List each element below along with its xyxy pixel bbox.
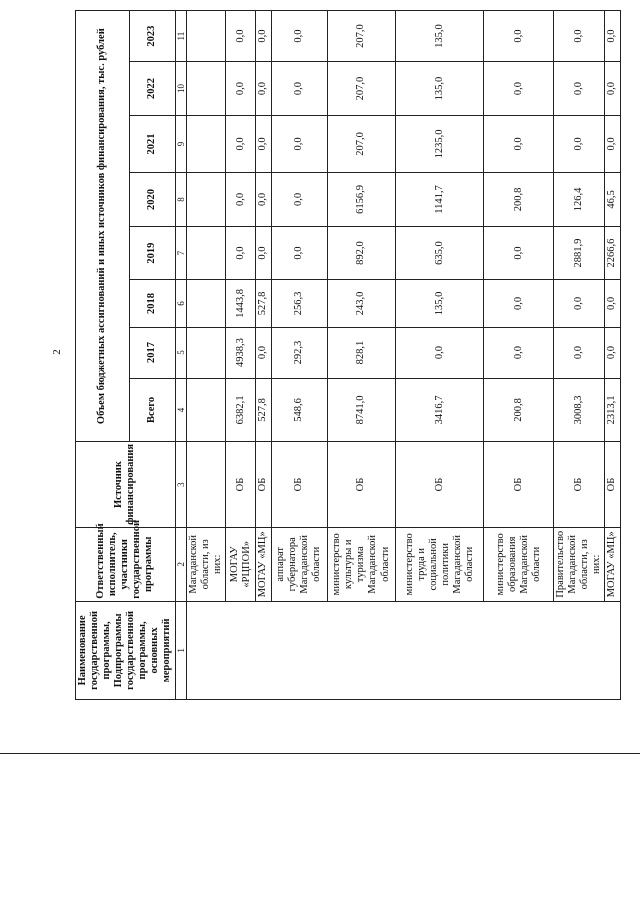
value-cell: 0,0 bbox=[484, 280, 553, 327]
value-cell: 243,0 bbox=[327, 280, 395, 327]
value-cell: 2313,1 bbox=[605, 378, 620, 442]
header-year: 2019 bbox=[129, 226, 175, 280]
value-cell: 0,0 bbox=[484, 226, 553, 280]
header-year: 2023 bbox=[129, 11, 175, 62]
value-cell: 0,0 bbox=[605, 115, 620, 172]
header-total: Всего bbox=[129, 378, 175, 442]
column-number: 3 bbox=[175, 442, 186, 527]
executor-cell: Правительство Магаданской области, из них: bbox=[553, 527, 604, 601]
value-cell: 200,8 bbox=[484, 173, 553, 227]
source-cell bbox=[186, 442, 225, 527]
value-cell: 207,0 bbox=[327, 11, 395, 62]
page-number: 2 bbox=[51, 349, 63, 355]
header-volume: Объем бюджетных ассигнований и иных источников финансирования, тыс. рублей bbox=[76, 11, 130, 442]
table-row bbox=[186, 11, 225, 700]
table-row bbox=[553, 11, 604, 700]
value-cell: 200,8 bbox=[484, 378, 553, 442]
value-cell bbox=[186, 327, 225, 378]
value-cell: 46,5 bbox=[605, 173, 620, 227]
table-row bbox=[256, 11, 271, 700]
value-cell: 0,0 bbox=[226, 62, 256, 116]
value-cell: 0,0 bbox=[553, 11, 604, 62]
source-cell: ОБ bbox=[396, 442, 484, 527]
header-source: Источник финансирования bbox=[76, 442, 176, 527]
value-cell: 0,0 bbox=[605, 280, 620, 327]
source-cell: ОБ bbox=[226, 442, 256, 527]
value-cell bbox=[186, 378, 225, 442]
column-number: 7 bbox=[175, 226, 186, 280]
value-cell: 0,0 bbox=[226, 226, 256, 280]
value-cell: 135,0 bbox=[396, 11, 484, 62]
value-cell: 0,0 bbox=[271, 11, 327, 62]
budget-table bbox=[75, 10, 621, 700]
value-cell: 8741,0 bbox=[327, 378, 395, 442]
source-cell: ОБ bbox=[605, 442, 620, 527]
header-year: 2018 bbox=[129, 280, 175, 327]
table-row bbox=[396, 11, 484, 700]
value-cell bbox=[186, 11, 225, 62]
value-cell: 292,3 bbox=[271, 327, 327, 378]
header-executor: Ответственный исполнитель, участники государственной программы bbox=[76, 527, 176, 601]
table-row bbox=[271, 11, 327, 700]
value-cell: 207,0 bbox=[327, 115, 395, 172]
value-cell: 0,0 bbox=[271, 115, 327, 172]
executor-cell: министерство культуры и туризма Магаданской области bbox=[327, 527, 395, 601]
value-cell: 256,3 bbox=[271, 280, 327, 327]
value-cell: 0,0 bbox=[605, 327, 620, 378]
value-cell bbox=[186, 115, 225, 172]
column-number: 4 bbox=[175, 378, 186, 442]
column-number: 8 bbox=[175, 173, 186, 227]
value-cell: 6156,9 bbox=[327, 173, 395, 227]
program-cell bbox=[186, 601, 620, 699]
header-year: 2021 bbox=[129, 115, 175, 172]
executor-cell: аппарат губернатора Магаданской области bbox=[271, 527, 327, 601]
value-cell: 0,0 bbox=[605, 62, 620, 116]
value-cell: 892,0 bbox=[327, 226, 395, 280]
value-cell: 548,6 bbox=[271, 378, 327, 442]
value-cell: 0,0 bbox=[553, 62, 604, 116]
value-cell: 0,0 bbox=[256, 226, 271, 280]
value-cell: 0,0 bbox=[226, 115, 256, 172]
value-cell: 0,0 bbox=[396, 327, 484, 378]
value-cell: 0,0 bbox=[484, 62, 553, 116]
value-cell: 1443,8 bbox=[226, 280, 256, 327]
value-cell: 0,0 bbox=[226, 11, 256, 62]
value-cell: 828,1 bbox=[327, 327, 395, 378]
value-cell: 527,8 bbox=[256, 280, 271, 327]
column-number: 10 bbox=[175, 62, 186, 116]
column-number: 1 bbox=[175, 601, 186, 699]
column-number: 2 bbox=[175, 527, 186, 601]
value-cell: 0,0 bbox=[484, 11, 553, 62]
value-cell: 0,0 bbox=[553, 115, 604, 172]
value-cell: 635,0 bbox=[396, 226, 484, 280]
value-cell: 135,0 bbox=[396, 62, 484, 116]
value-cell: 0,0 bbox=[226, 173, 256, 227]
value-cell: 207,0 bbox=[327, 62, 395, 116]
source-cell: ОБ bbox=[327, 442, 395, 527]
executor-cell: Магаданской области, из них: bbox=[186, 527, 225, 601]
value-cell bbox=[186, 280, 225, 327]
value-cell: 0,0 bbox=[271, 173, 327, 227]
table-area bbox=[75, 10, 640, 690]
value-cell bbox=[186, 226, 225, 280]
executor-cell: МОГАУ «РЦПОИ» bbox=[226, 527, 256, 601]
executor-cell: МОГАУ «МЦ» bbox=[605, 527, 620, 601]
value-cell: 0,0 bbox=[256, 115, 271, 172]
value-cell: 0,0 bbox=[256, 62, 271, 116]
header-year: 2017 bbox=[129, 327, 175, 378]
column-number: 5 bbox=[175, 327, 186, 378]
executor-cell: МОГАУ «МЦ» bbox=[256, 527, 271, 601]
source-cell: ОБ bbox=[256, 442, 271, 527]
value-cell: 1235,0 bbox=[396, 115, 484, 172]
value-cell: 1141,7 bbox=[396, 173, 484, 227]
value-cell: 3416,7 bbox=[396, 378, 484, 442]
value-cell: 4938,3 bbox=[226, 327, 256, 378]
column-number: 9 bbox=[175, 115, 186, 172]
value-cell: 0,0 bbox=[553, 280, 604, 327]
header-year: 2020 bbox=[129, 173, 175, 227]
value-cell: 0,0 bbox=[484, 327, 553, 378]
table-row bbox=[484, 11, 553, 700]
value-cell: 6382,1 bbox=[226, 378, 256, 442]
value-cell: 0,0 bbox=[484, 115, 553, 172]
value-cell: 3008,3 bbox=[553, 378, 604, 442]
value-cell: 0,0 bbox=[256, 173, 271, 227]
source-cell: ОБ bbox=[484, 442, 553, 527]
value-cell bbox=[186, 173, 225, 227]
value-cell: 0,0 bbox=[271, 62, 327, 116]
footer-rule bbox=[0, 753, 640, 754]
value-cell: 0,0 bbox=[271, 226, 327, 280]
value-cell bbox=[186, 62, 225, 116]
value-cell: 2266,6 bbox=[605, 226, 620, 280]
value-cell: 0,0 bbox=[605, 11, 620, 62]
executor-cell: министерство образования Магаданской области bbox=[484, 527, 553, 601]
column-number: 11 bbox=[175, 11, 186, 62]
value-cell: 0,0 bbox=[256, 327, 271, 378]
table-row bbox=[327, 11, 395, 700]
source-cell: ОБ bbox=[553, 442, 604, 527]
header-year: 2022 bbox=[129, 62, 175, 116]
table-row bbox=[226, 11, 256, 700]
source-cell: ОБ bbox=[271, 442, 327, 527]
executor-cell: министерство труда и социальной политики Магаданской области bbox=[396, 527, 484, 601]
value-cell: 2881,9 bbox=[553, 226, 604, 280]
column-number: 6 bbox=[175, 280, 186, 327]
header-program: Наименование государственной программы, Подпрограммы государственной программы, основных мероприятий bbox=[76, 601, 176, 699]
value-cell: 135,0 bbox=[396, 280, 484, 327]
value-cell: 0,0 bbox=[256, 11, 271, 62]
value-cell: 0,0 bbox=[553, 327, 604, 378]
value-cell: 527,8 bbox=[256, 378, 271, 442]
table-row bbox=[605, 11, 620, 700]
value-cell: 126,4 bbox=[553, 173, 604, 227]
